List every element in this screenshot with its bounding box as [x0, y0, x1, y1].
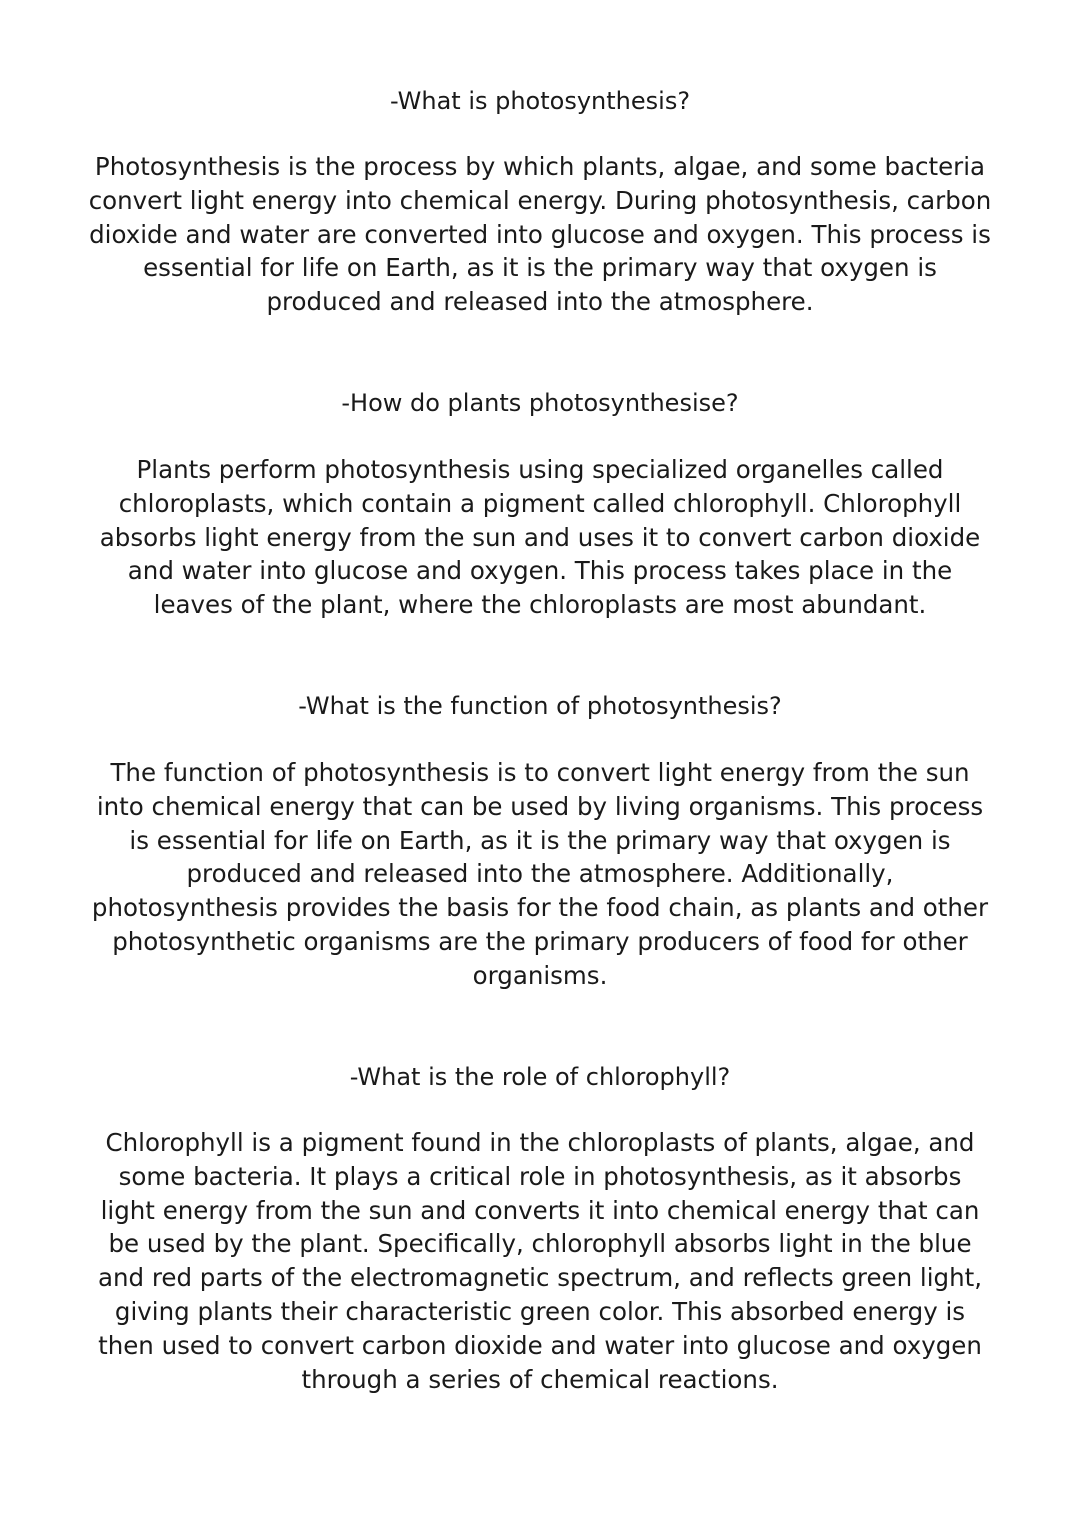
section-heading-function-of-photosynthesis: -What is the function of photosynthesis?	[298, 692, 782, 720]
paragraph-line: and red parts of the electromagnetic spectrum, and reflects green light,	[97, 1263, 983, 1293]
paragraph-line: is essential for life on Earth, as it is the primary way that oxygen is	[129, 825, 951, 855]
paragraph-line: essential for life on Earth, as it is the primary way that oxygen is	[143, 253, 937, 283]
paragraph-line: be used by the plant. Specifically, chlorophyll absorbs light in the blue	[108, 1229, 972, 1259]
paragraph-line: The function of photosynthesis is to convert light energy from the sun	[110, 758, 970, 787]
paragraph-line: dioxide and water are converted into glucose and oxygen. This process is	[89, 219, 991, 249]
paragraph-line: absorbs light energy from the sun and uses it to convert carbon dioxide	[99, 522, 981, 552]
paragraph-line: into chemical energy that can be used by living organisms. This process	[96, 791, 984, 821]
section-paragraph-how-do-plants-photosynthesise	[60, 453, 1020, 622]
section-paragraph-function-of-photosynthesis	[60, 756, 1020, 993]
paragraph-line: some bacteria. It plays a critical role in photosynthesis, as it absorbs	[118, 1161, 962, 1191]
section-paragraph-role-of-chlorophyll	[60, 1126, 1020, 1396]
section-heading-role-of-chlorophyll: -What is the role of chlorophyll?	[349, 1063, 731, 1091]
section-paragraph-what-is-photosynthesis	[60, 150, 1020, 319]
paragraph-line: light energy from the sun and converts it into chemical energy that can	[100, 1195, 980, 1225]
paragraph-line: then used to convert carbon dioxide and water into glucose and oxygen	[98, 1330, 982, 1360]
paragraph-line: photosynthesis provides the basis for the food chain, as plants and other	[91, 893, 989, 923]
paragraph-line: Photosynthesis is the process by which plants, algae, and some bacteria	[94, 152, 986, 181]
paragraph-line: organisms.	[472, 960, 608, 990]
paragraph-line: Plants perform photosynthesis using specialized organelles called	[136, 455, 944, 484]
paragraph-line: leaves of the plant, where the chloroplasts are most abundant.	[153, 590, 927, 620]
section-heading-what-is-photosynthesis: -What is photosynthesis?	[389, 87, 691, 115]
paragraph-line: and water into glucose and oxygen. This process takes place in the	[127, 556, 953, 586]
paragraph-line: giving plants their characteristic green color. This absorbed energy is	[114, 1296, 966, 1326]
section-heading-how-do-plants-photosynthesise: -How do plants photosynthesise?	[341, 389, 739, 417]
paragraph-line: photosynthetic organisms are the primary producers of food for other	[112, 926, 968, 956]
paragraph-line: chloroplasts, which contain a pigment called chlorophyll. Chlorophyll	[118, 488, 962, 518]
paragraph-line: through a series of chemical reactions.	[301, 1364, 779, 1394]
paragraph-line: convert light energy into chemical energy. During photosynthesis, carbon	[88, 185, 992, 215]
paragraph-line: produced and released into the atmosphere. Additionally,	[186, 859, 894, 889]
paragraph-line: Chlorophyll is a pigment found in the chloroplasts of plants, algae, and	[105, 1128, 975, 1157]
paragraph-line: produced and released into the atmosphere.	[266, 287, 814, 317]
